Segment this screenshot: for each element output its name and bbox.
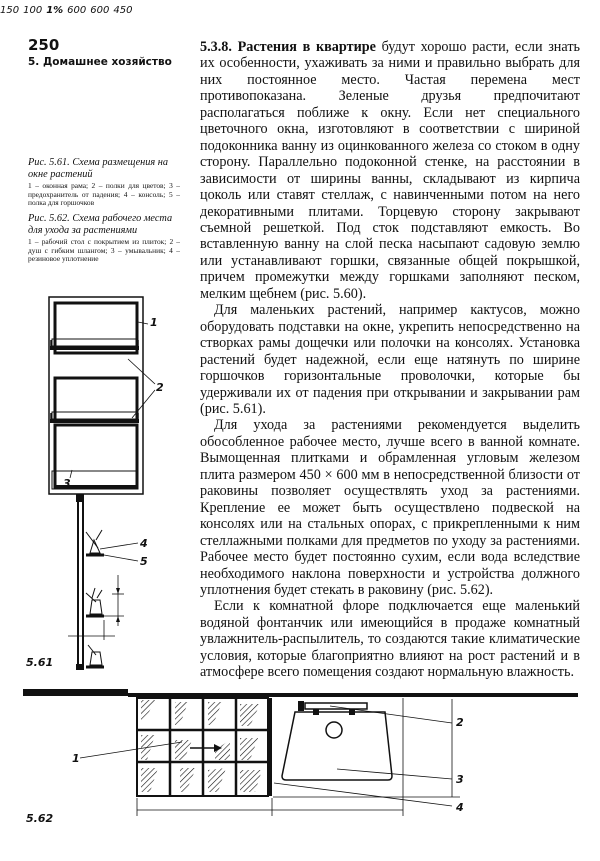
slope-label: 1% (46, 5, 64, 16)
section-number: 5.3.8. (200, 39, 232, 55)
caption-legend: 1 – оконная рама; 2 – полки для цветов; 3 – предохранитель от падения; 4 – консоль; 5 – полка для горшочков (28, 181, 180, 208)
dimension-100: 100 (23, 5, 43, 16)
dimension-600-right: 600 (90, 5, 110, 16)
paragraph: 5.3.8. Растения в квартире будут хорошо расти, если знать их особенности, ухаживать за ними и правильно выбрать для них постоянное место. Частая перемена мест противопоказана. Зеленые друзья предпочитают располагаться поближе к окну. Если нет специального цветочного окна, изготовляют в соответствии с шириной подоконника ванну из оцинкованного железа со стоком в одну сторону. Параллельно подоконной стенке, на расстоянии в зависимости от ширины ванны, складывают из кирпича цоколь или ставят стеллаж, с навинченными потом на него декоративными плитами. Торцевую сторону закрывают съемной решеткой. Под сток подставляют емкость. Во вставленную ванну на слой песка насыпают садовую землю или устанавливают горшки, связанные общей покрышкой, причем промежутки между горшками заполняют песком, мелким щебнем (рис. 5.60). (200, 39, 581, 302)
figure-label-5-62: 5.62 (26, 812, 54, 825)
caption-title: Рис. 5.62. Схема рабочего места для ухода за растениями (28, 213, 173, 236)
paragraph: Если к комнатной флоре подключается еще маленький водяной фонтанчик или имеющийся в продаже комнатный увлажнитель-распылитель, то создаются такие климатические условия, которые благоприятно влияют на рост растений и в атмосфере всего помещения создают нормальную влажность. (200, 598, 580, 681)
dimension-450: 450 (113, 5, 133, 16)
paragraph: Для маленьких растений, например кактусов, можно оборудовать подставки на окне, укрепить непосредственно на створках рамы дощечки или полочки на консолях. Установка растений будет надежной, если еще натянуть по ширине горшочков горизонтальные проволочки, которые бы удерживали их от падения при открывании и закрывании рам (рис. 5.61). (200, 302, 580, 417)
running-head: 5. Домашнее хозяйство (28, 56, 172, 68)
callout-4: 4 (456, 801, 464, 814)
callout-2: 2 (156, 381, 164, 394)
callout-3: 3 (456, 773, 464, 786)
callout-4: 4 (140, 537, 148, 550)
dimension-150: 150 (0, 5, 20, 16)
callout-1: 1 (72, 752, 80, 765)
caption-legend: 1 – рабочий стол с покрытием из плиток; 2 – душ с гибким шлангом; 3 – умывальник; 4 – резиновое уплотнение (28, 237, 180, 264)
caption-title: Рис. 5.61. Схема размещения на окне растений (28, 157, 169, 180)
section-title: Растения в квартире (237, 39, 376, 55)
callout-1: 1 (150, 316, 158, 329)
callout-2: 2 (456, 716, 464, 729)
page-number: 250 (28, 36, 60, 54)
figure-label-5-61: 5.61 (26, 656, 54, 669)
callout-5: 5 (140, 555, 148, 568)
dimension-600-left: 600 (67, 5, 87, 16)
paragraph: Для ухода за растениями рекомендуется выделить обособленное рабочее место, лучше всего в ванной комнате. Вымощенная плитками и обрамленная угловым железом плита размером 450 × 600 мм в непосредственной близости от раковины позволяет осуществлять уход за растениями. Крепление ее может быть осуществлено подвеской на консолях или на стальных опорах, с прикрепленными к ним стеллажными полками для предметов по уходу за растениями. Рабочее место будет постоянно сухим, если вода вследствие необходимого наклона поверхности и устройства должного уплотнения будет стекать в раковину (рис. 5.62). (200, 417, 580, 598)
callout-3: 3 (63, 477, 71, 490)
